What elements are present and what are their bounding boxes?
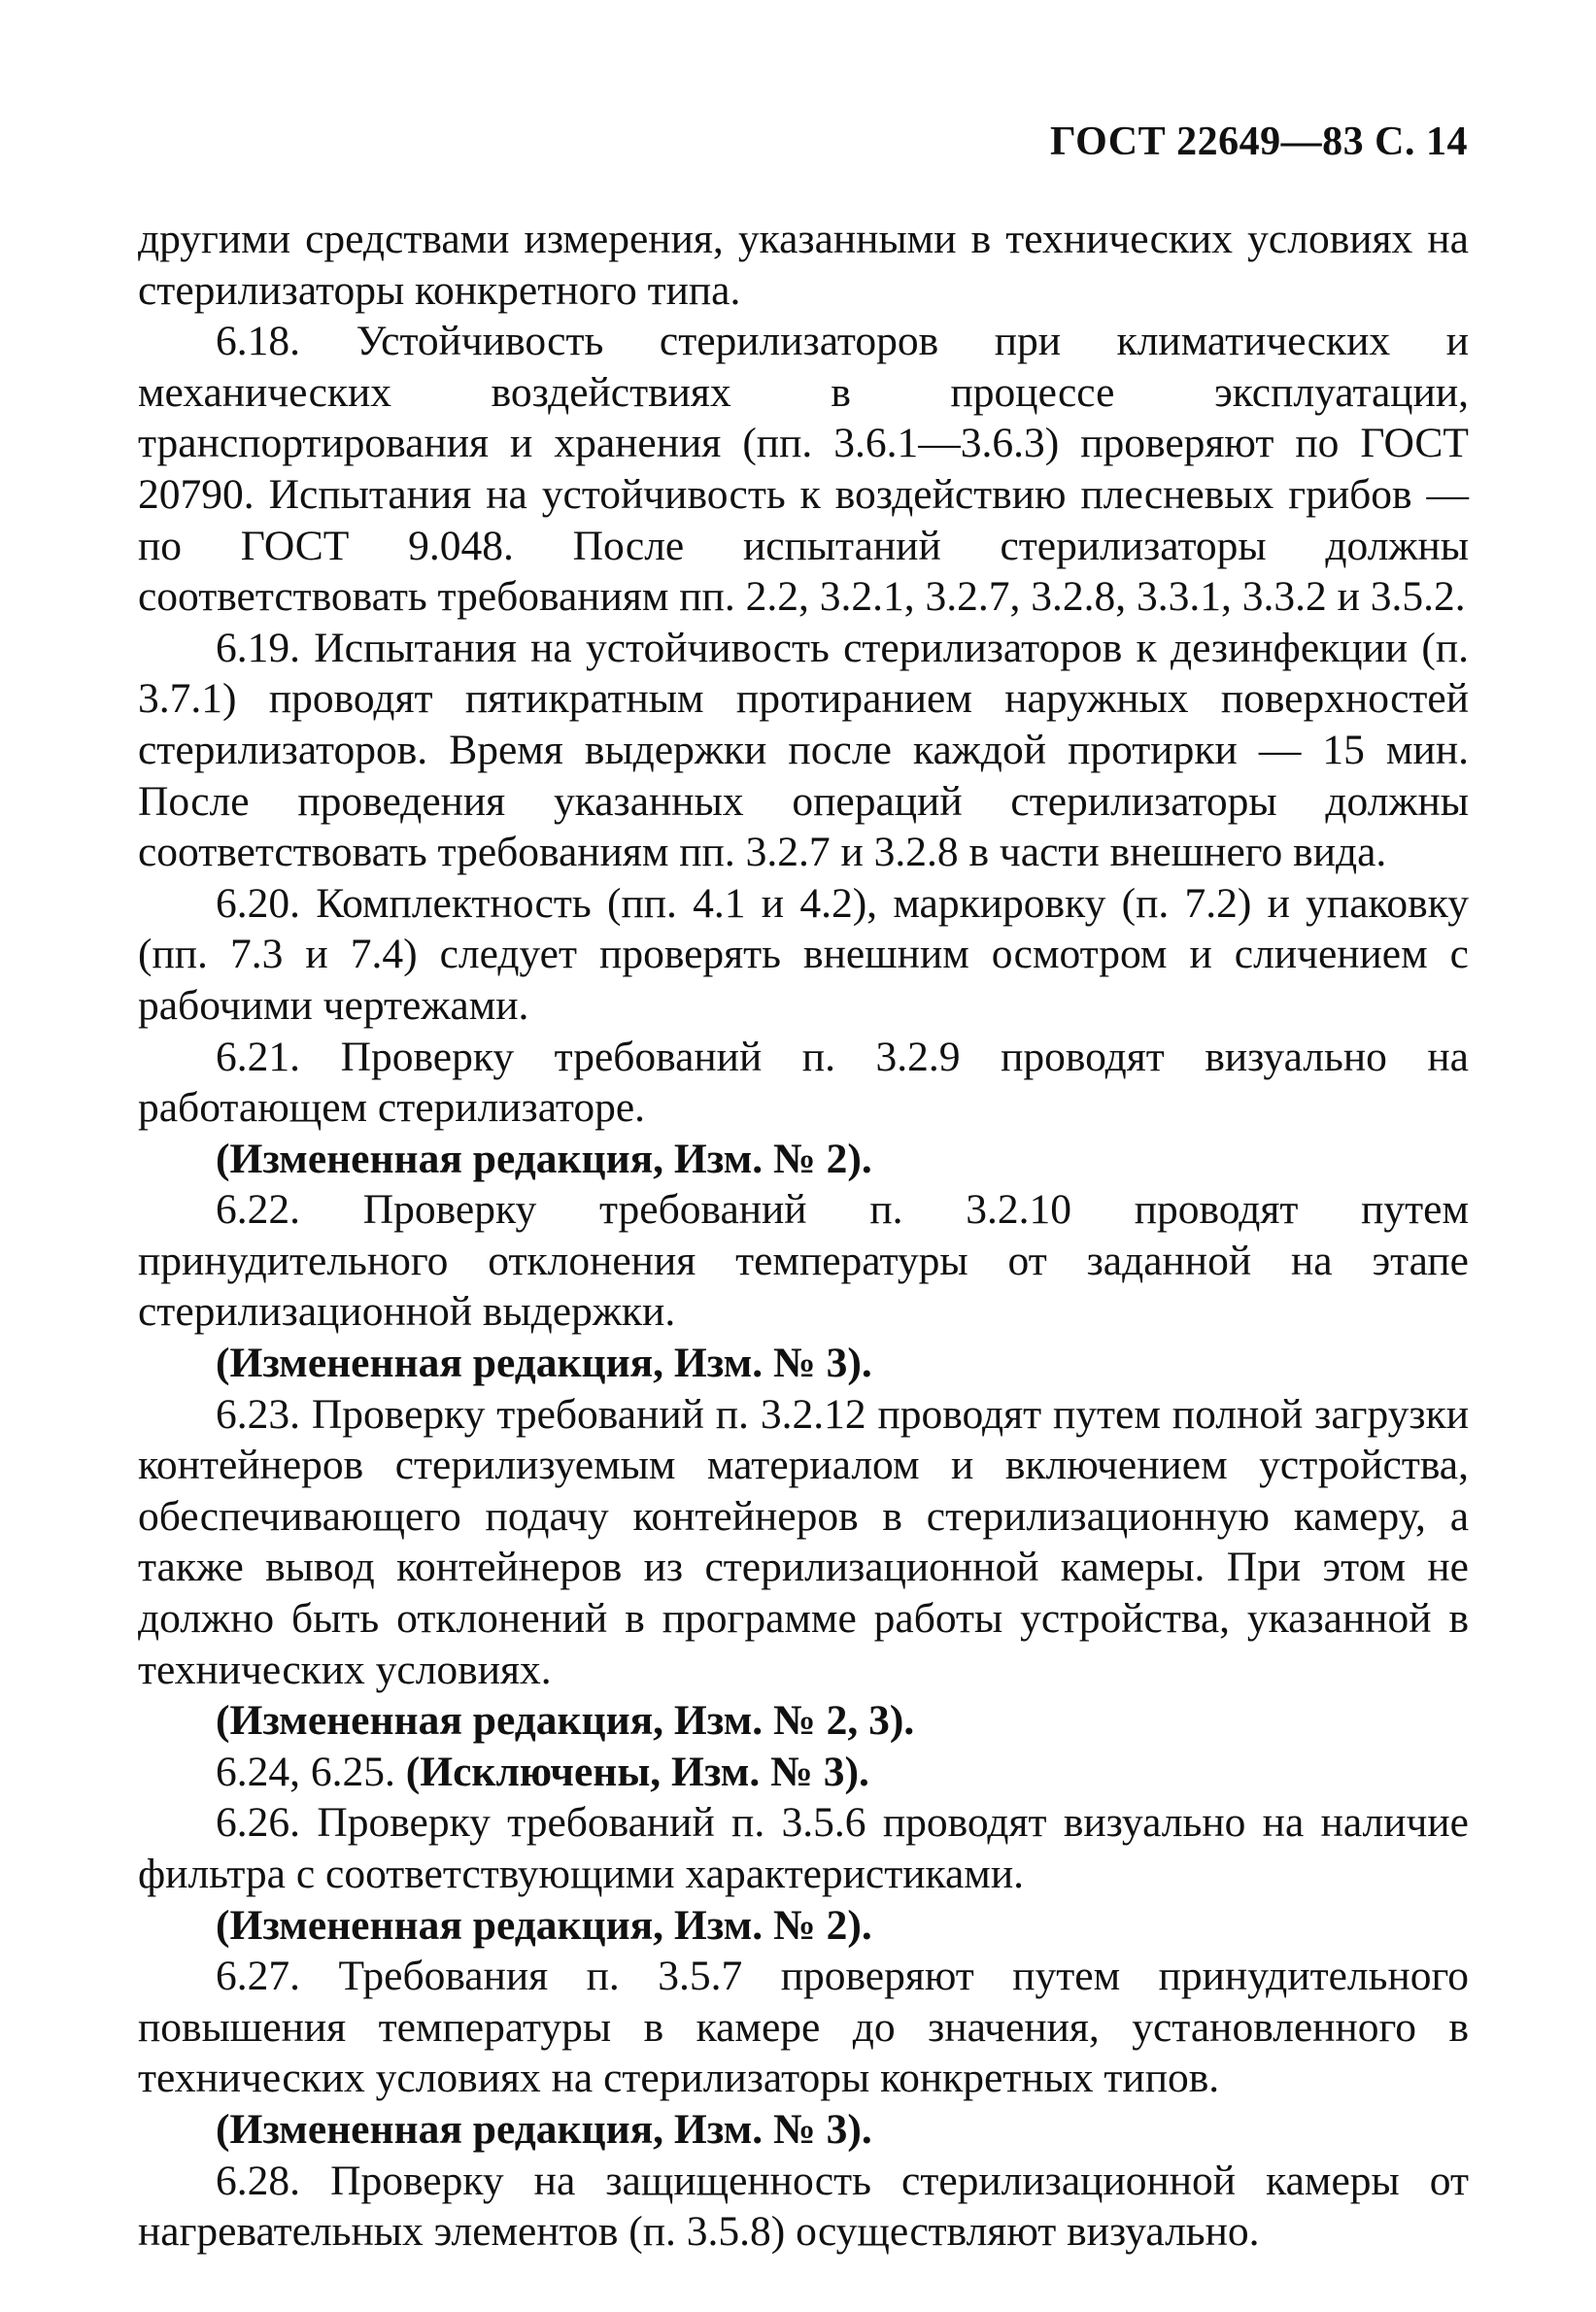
paragraph-6-20: 6.20. Комплектность (пп. 4.1 и 4.2), маркировку (п. 7.2) и упаковку (пп. 7.3 и 7.4) следует проверять внешним осмотром и сличением с рабочими чертежами. [138,879,1469,1029]
paragraph-6-26: 6.26. Проверку требований п. 3.5.6 проводят визуально на наличие фильтра с соответствующими характеристиками. [138,1799,1469,1897]
amendment-note: (Измененная редакция, Изм. № 2). [216,1135,872,1182]
paragraph-6-21: 6.21. Проверку требований п. 3.2.9 проводят визуально на работающем стерилизаторе. [138,1033,1469,1132]
paragraph-6-18: 6.18. Устойчивость стерилизаторов при климатических и механических воздействиях в процессе эксплуатации, транспортирования и хранения (пп. 3.6.1—3.6.3) проверяют по ГОСТ 20790. Испытания на устойчивость к воздействию плесневых грибов — по ГОСТ 9.048. После испытаний стерилизаторы должны соответствовать требованиям пп. 2.2, 3.2.1, 3.2.7, 3.2.8, 3.3.1, 3.3.2 и 3.5.2. [138,318,1469,621]
paragraph-6-24-6-25 [138,1747,1469,1798]
paragraph-6-22: 6.22. Проверку требований п. 3.2.10 проводят путем принудительного отклонения температуры от заданной на этапе стерилизационной выдержки. [138,1186,1469,1336]
paragraph-6-19: 6.19. Испытания на устойчивость стерилизаторов к дезинфекции (п. 3.7.1) проводят пятикратным протиранием наружных поверхностей стерилизаторов. Время выдержки после каждой протирки — 15 мин. После проведения указанных операций стерилизаторы должны соответствовать требованиям пп. 3.2.7 и 3.2.8 в части внешнего вида. [138,624,1469,876]
amendment-note: (Измененная редакция, Изм. № 2). [216,1901,872,1949]
paragraph-6-23: 6.23. Проверку требований п. 3.2.12 проводят путем полной загрузки контейнеров стерилизуемым материалом и включением устройства, обеспечивающего подачу контейнеров в стерилизационную камеру, а также вывод контейнеров из стерилизационной камеры. При этом не должно быть отклонений в программе работы устройства, указанной в технических условиях. [138,1390,1469,1693]
amendment-note: (Измененная редакция, Изм. № 3). [216,2105,872,2153]
paragraph-continuation: другими средствами измерения, указанными в технических условиях на стерилизаторы конкретного типа. [138,216,1469,314]
amendment-note: (Измененная редакция, Изм. № 3). [216,1340,872,1387]
paragraph-6-28: 6.28. Проверку на защищенность стерилизационной камеры от нагревательных элементов (п. 3.5.8) осуществляют визуально. [138,2157,1469,2256]
paragraph-6-27: 6.27. Требования п. 3.5.7 проверяют путем принудительного повышения температуры в камере до значения, установленного в технических условиях на стерилизаторы конкретных типов. [138,1953,1469,2102]
paragraph-number: 6.24, 6.25. [216,1748,406,1795]
amendment-note: (Измененная редакция, Изм. № 2, 3). [216,1697,915,1745]
page-header: ГОСТ 22649—83 С. 14 [1049,119,1468,164]
exclusion-note: (Исключены, Изм. № 3). [405,1748,869,1795]
document-body [138,214,1469,2258]
